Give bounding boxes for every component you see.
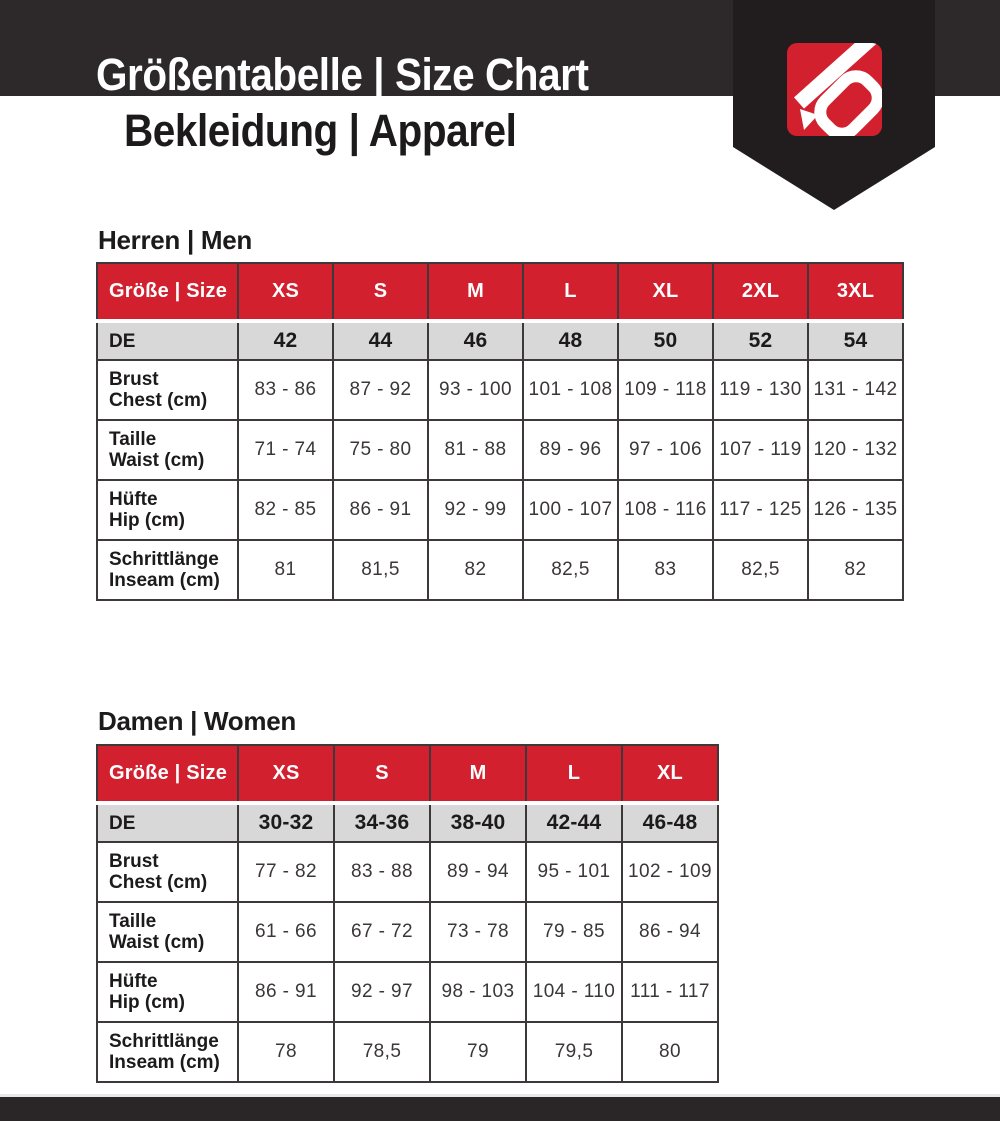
size-column-3xl: 3XL xyxy=(808,263,903,321)
row-label xyxy=(97,420,238,480)
value-cell: 86 - 91 xyxy=(238,962,334,1022)
value-cell: 107 - 119 xyxy=(713,420,808,480)
value-cell: 71 - 74 xyxy=(238,420,333,480)
value-cell: 83 xyxy=(618,540,713,600)
measure-row xyxy=(97,480,903,540)
value-cell: 82 xyxy=(808,540,903,600)
row-label-german: Taille xyxy=(109,911,157,932)
row-label-de: DE xyxy=(97,321,238,360)
row-label xyxy=(97,540,238,600)
row-label-english: Waist (cm) xyxy=(109,450,205,471)
value-cell: 42 xyxy=(238,321,333,360)
value-cell: 109 - 118 xyxy=(618,360,713,420)
row-label-german: Brust xyxy=(109,851,159,872)
value-cell: 42-44 xyxy=(526,803,622,842)
row-label xyxy=(97,360,238,420)
value-cell: 92 - 99 xyxy=(428,480,523,540)
value-cell: 73 - 78 xyxy=(430,902,526,962)
row-label xyxy=(97,480,238,540)
value-cell: 38-40 xyxy=(430,803,526,842)
size-header-row xyxy=(97,263,903,321)
row-label-german: Hüfte xyxy=(109,971,158,992)
value-cell: 119 - 130 xyxy=(713,360,808,420)
measure-row xyxy=(97,842,718,902)
value-cell: 46 xyxy=(428,321,523,360)
value-cell: 97 - 106 xyxy=(618,420,713,480)
value-cell: 100 - 107 xyxy=(523,480,618,540)
value-cell: 82,5 xyxy=(523,540,618,600)
value-cell: 81,5 xyxy=(333,540,428,600)
value-cell: 92 - 97 xyxy=(334,962,430,1022)
row-label-english: Hip (cm) xyxy=(109,992,185,1013)
value-cell: 89 - 94 xyxy=(430,842,526,902)
row-label xyxy=(97,842,238,902)
section-heading-men: Herren | Men xyxy=(98,225,252,255)
row-label xyxy=(97,902,238,962)
row-label-english: Chest (cm) xyxy=(109,872,208,893)
size-header-row xyxy=(97,745,718,803)
value-cell: 77 - 82 xyxy=(238,842,334,902)
value-cell: 78,5 xyxy=(334,1022,430,1082)
value-cell: 75 - 80 xyxy=(333,420,428,480)
value-cell: 117 - 125 xyxy=(713,480,808,540)
value-cell: 52 xyxy=(713,321,808,360)
value-cell: 87 - 92 xyxy=(333,360,428,420)
size-column-s: S xyxy=(334,745,430,803)
row-label-english: Inseam (cm) xyxy=(109,1052,220,1073)
measure-row xyxy=(97,962,718,1022)
row-label-english: Inseam (cm) xyxy=(109,570,220,591)
value-cell: 111 - 117 xyxy=(622,962,718,1022)
size-column-s: S xyxy=(333,263,428,321)
value-cell: 50 xyxy=(618,321,713,360)
value-cell: 61 - 66 xyxy=(238,902,334,962)
page-title: Größentabelle | Size Chart xyxy=(96,49,589,100)
measure-row xyxy=(97,902,718,962)
row-label xyxy=(97,962,238,1022)
page-subtitle: Bekleidung | Apparel xyxy=(124,105,517,156)
value-cell: 30-32 xyxy=(238,803,334,842)
size-column-l: L xyxy=(526,745,622,803)
size-column-xs: XS xyxy=(238,745,334,803)
measure-row xyxy=(97,540,903,600)
value-cell: 86 - 94 xyxy=(622,902,718,962)
size-column-l: L xyxy=(523,263,618,321)
five-ten-logo-icon xyxy=(787,43,882,136)
value-cell: 120 - 132 xyxy=(808,420,903,480)
row-label-german: Hüfte xyxy=(109,489,158,510)
size-column-m: M xyxy=(428,263,523,321)
value-cell: 104 - 110 xyxy=(526,962,622,1022)
size-column-xl: XL xyxy=(622,745,718,803)
value-cell: 82 - 85 xyxy=(238,480,333,540)
row-label-german: Taille xyxy=(109,429,157,450)
value-cell: 79 - 85 xyxy=(526,902,622,962)
value-cell: 83 - 88 xyxy=(334,842,430,902)
value-cell: 81 - 88 xyxy=(428,420,523,480)
measure-row xyxy=(97,360,903,420)
value-cell: 46-48 xyxy=(622,803,718,842)
value-cell: 93 - 100 xyxy=(428,360,523,420)
row-label-german: Schrittlänge xyxy=(109,549,219,570)
value-cell: 102 - 109 xyxy=(622,842,718,902)
de-size-row xyxy=(97,803,718,842)
value-cell: 126 - 135 xyxy=(808,480,903,540)
value-cell: 44 xyxy=(333,321,428,360)
footer-bar xyxy=(0,1097,1000,1121)
row-label-english: Waist (cm) xyxy=(109,932,205,953)
size-column-2xl: 2XL xyxy=(713,263,808,321)
value-cell: 54 xyxy=(808,321,903,360)
value-cell: 82 xyxy=(428,540,523,600)
size-label-cell: Größe | Size xyxy=(97,263,238,321)
size-column-xs: XS xyxy=(238,263,333,321)
value-cell: 89 - 96 xyxy=(523,420,618,480)
value-cell: 67 - 72 xyxy=(334,902,430,962)
value-cell: 98 - 103 xyxy=(430,962,526,1022)
row-label-english: Chest (cm) xyxy=(109,390,208,411)
measure-row xyxy=(97,1022,718,1082)
value-cell: 108 - 116 xyxy=(618,480,713,540)
value-cell: 78 xyxy=(238,1022,334,1082)
value-cell: 81 xyxy=(238,540,333,600)
value-cell: 82,5 xyxy=(713,540,808,600)
measure-row xyxy=(97,420,903,480)
value-cell: 86 - 91 xyxy=(333,480,428,540)
de-size-row xyxy=(97,321,903,360)
value-cell: 101 - 108 xyxy=(523,360,618,420)
value-cell: 48 xyxy=(523,321,618,360)
value-cell: 79 xyxy=(430,1022,526,1082)
row-label-english: Hip (cm) xyxy=(109,510,185,531)
value-cell: 80 xyxy=(622,1022,718,1082)
section-heading-women: Damen | Women xyxy=(98,706,296,736)
value-cell: 131 - 142 xyxy=(808,360,903,420)
value-cell: 34-36 xyxy=(334,803,430,842)
women-size-table xyxy=(96,744,719,1083)
size-column-m: M xyxy=(430,745,526,803)
row-label-german: Brust xyxy=(109,369,159,390)
size-column-xl: XL xyxy=(618,263,713,321)
row-label xyxy=(97,1022,238,1082)
value-cell: 95 - 101 xyxy=(526,842,622,902)
value-cell: 79,5 xyxy=(526,1022,622,1082)
size-label-cell: Größe | Size xyxy=(97,745,238,803)
row-label-german: Schrittlänge xyxy=(109,1031,219,1052)
men-size-table xyxy=(96,262,904,601)
value-cell: 83 - 86 xyxy=(238,360,333,420)
row-label-de: DE xyxy=(97,803,238,842)
